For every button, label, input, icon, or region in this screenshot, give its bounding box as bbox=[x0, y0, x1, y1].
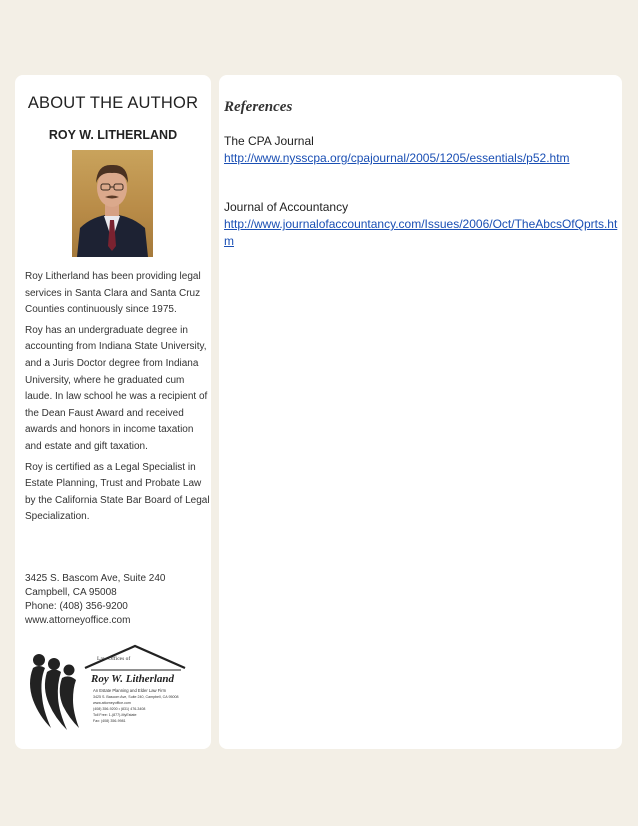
references-heading: References bbox=[224, 99, 293, 115]
logo-line1: Law Offices of bbox=[97, 656, 131, 662]
reference-link[interactable]: http://www.nysscpa.org/cpajournal/2005/1205/essentials/p52.htm bbox=[224, 151, 570, 165]
author-name: ROY W. LITHERLAND bbox=[48, 128, 178, 142]
logo-line5: (408) 356-9200 • (831) 476-3408 bbox=[93, 707, 146, 711]
author-portrait-image bbox=[72, 150, 153, 257]
law-office-logo-image bbox=[25, 638, 195, 738]
reference-link[interactable]: http://www.journalofaccountancy.com/Issues/2006/Oct/TheAbcsOfQprts.htm bbox=[224, 217, 618, 248]
reference-title: The CPA Journal bbox=[224, 134, 314, 148]
reference-title: Journal of Accountancy bbox=[224, 200, 349, 214]
about-author-heading: ABOUT THE AUTHOR bbox=[27, 94, 199, 112]
logo-line2: An Estate Planning and Elder Law Firm bbox=[93, 688, 167, 693]
contact-block bbox=[25, 572, 211, 628]
logo-name: Roy W. Litherland bbox=[91, 673, 175, 685]
references-panel bbox=[219, 75, 622, 749]
reference-item bbox=[224, 133, 620, 167]
reference-item bbox=[224, 199, 620, 250]
law-office-logo bbox=[25, 638, 195, 738]
logo-line4: www.attorneyoffice.com bbox=[93, 701, 131, 705]
address-line-1: 3425 S. Bascom Ave, Suite 240 bbox=[25, 573, 166, 584]
logo-line6: Toll Free: 1-(877)-MyEstate bbox=[93, 713, 137, 717]
bio-paragraph: Roy has an undergraduate degree in accounting from Indiana State University, and a Juris Doctor degree from Indiana University, where he graduated cum laude. In law school he was a recipient of the Dean Faust Award and received awards and honors in income taxation and estate and gift taxation. bbox=[25, 324, 208, 452]
about-author-panel bbox=[15, 75, 211, 749]
phone-number: Phone: (408) 356-9200 bbox=[25, 601, 128, 612]
logo-line7: Fax: (408) 356-9981 bbox=[93, 719, 126, 723]
author-bio bbox=[25, 269, 211, 530]
address-line-2: Campbell, CA 95008 bbox=[25, 587, 117, 598]
author-photo bbox=[72, 150, 153, 257]
bio-paragraph: Roy Litherland has been providing legal services in Santa Clara and Santa Cruz Counties continuously since 1975. bbox=[25, 271, 201, 316]
bio-paragraph: Roy is certified as a Legal Specialist in Estate Planning, Trust and Probate Law by the California State Bar Board of Legal Specialization. bbox=[25, 461, 210, 523]
logo-line3: 3425 S. Bascom Ave, Suite 240, Campbell, CA 95008 bbox=[93, 695, 179, 699]
website: www.attorneyoffice.com bbox=[25, 615, 131, 626]
